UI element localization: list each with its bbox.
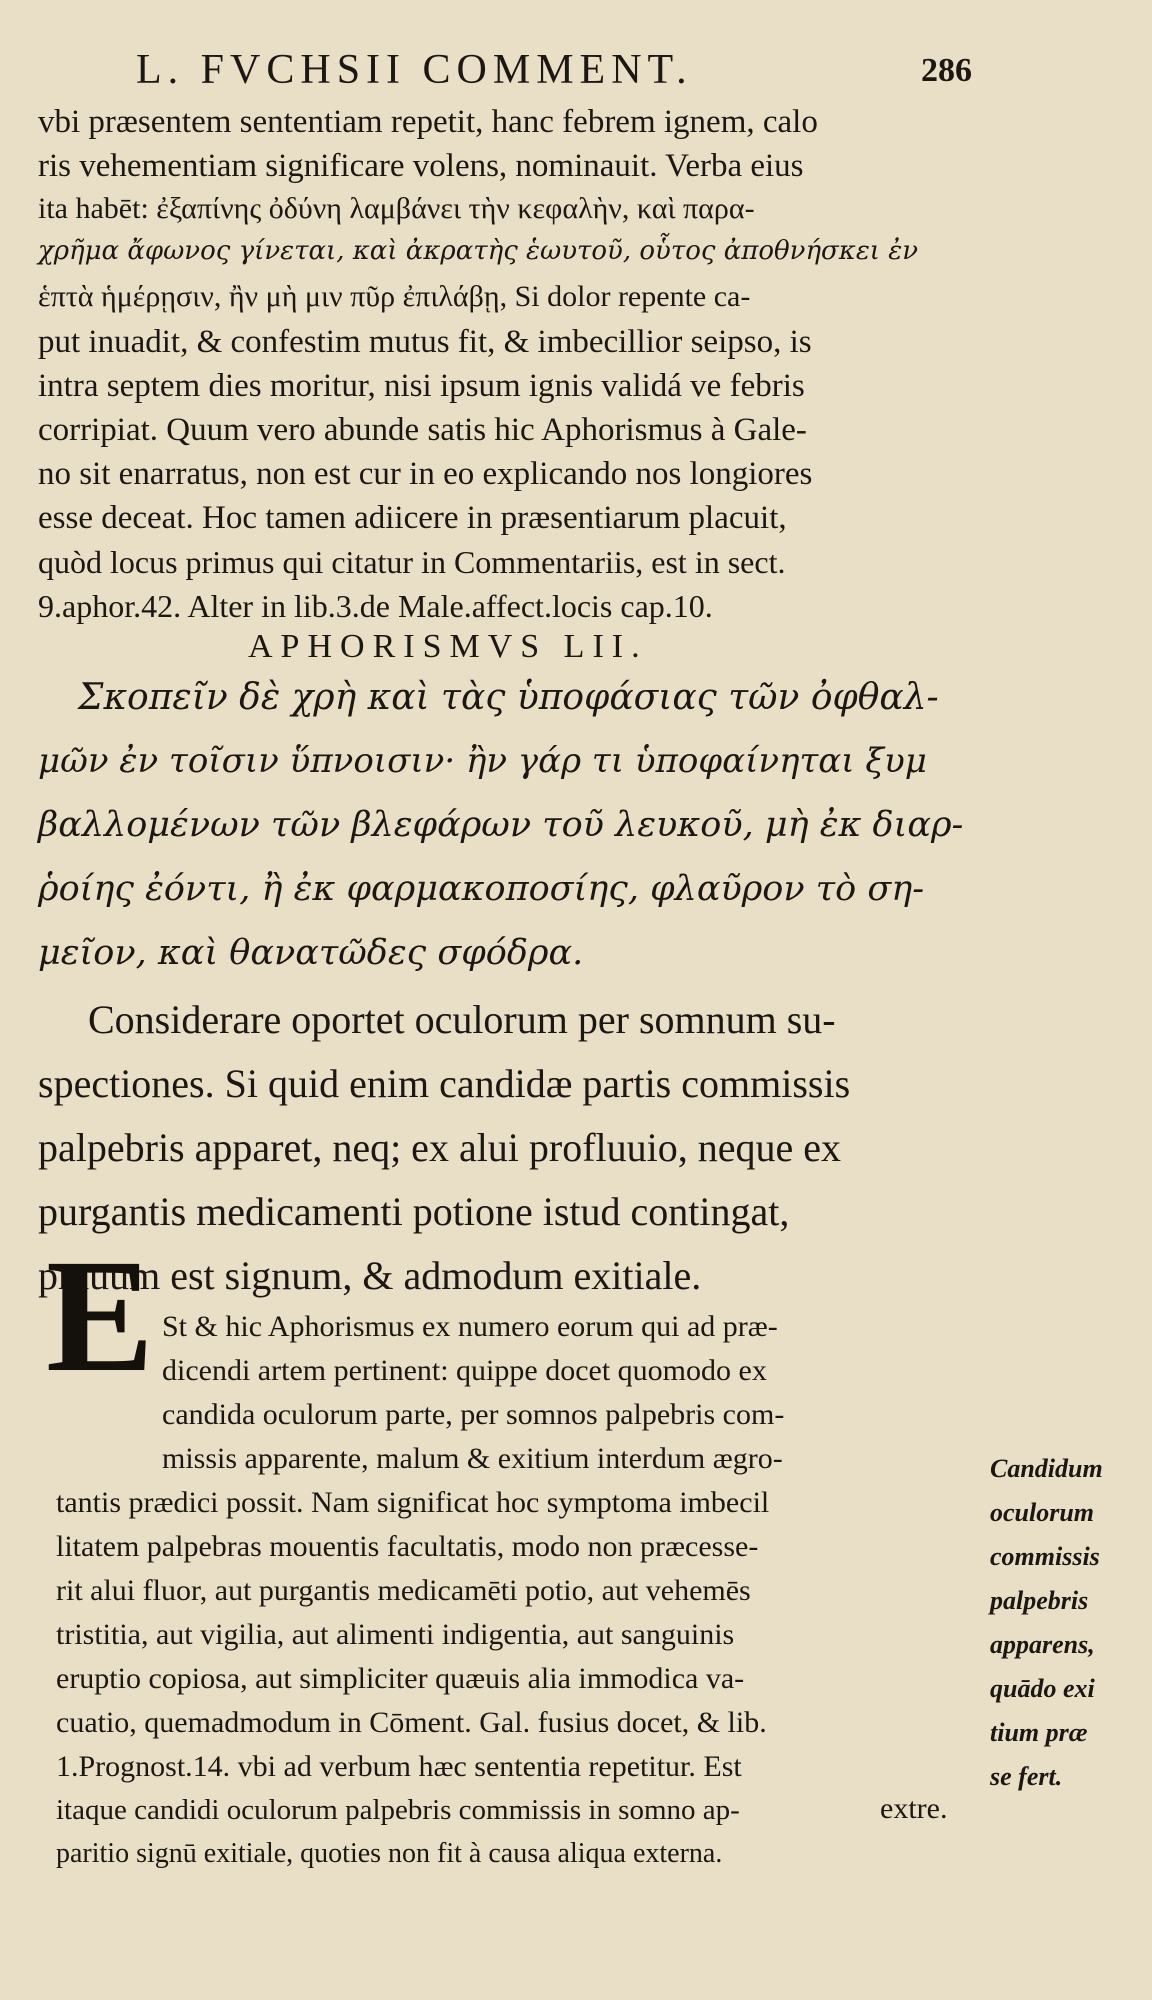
translation-line: prauum est signum, & admodum exitiale. [38, 1253, 702, 1298]
commentary-line: tristitia, aut vigilia, aut alimenti indigentia, aut sanguinis [56, 1618, 735, 1651]
drop-cap: E [46, 1227, 155, 1406]
commentary-line: paritio signū exitiale, quoties non fit à causa aliqua externa. [56, 1838, 723, 1869]
commentary-line: tantis prædici possit. Nam significat hoc symptoma imbecil [56, 1486, 770, 1519]
intro-line: ita habēt: ἐξαπίνης ὀδύνη λαμβάνει τὴν κεφαλὴν, καὶ παρα- [38, 192, 755, 225]
aphorism-heading: APHORISMVS LII. [248, 628, 648, 665]
commentary-line: cuatio, quemadmodum in Cōment. Gal. fusius docet, & lib. [56, 1706, 767, 1739]
intro-line: put inuadit, & confestim mutus fit, & imbecillior seipso, is [38, 324, 812, 360]
commentary-line: St & hic Aphorismus ex numero eorum qui ad præ- [162, 1310, 778, 1343]
intro-line: ἑπτὰ ἡμέρῃσιν, ἢν μὴ μιν πῦρ ἐπιλάβῃ, Si dolor repente ca- [38, 280, 751, 313]
greek-line: μῶν ἐν τοῖσιν ὕπνοισιν· ἢν γάρ τι ὑποφαίνηται ξυμ [38, 741, 927, 781]
greek-line: βαλλομένων τῶν βλεφάρων τοῦ λευκοῦ, μὴ ἐκ διαρ- [38, 805, 964, 845]
intro-line: no sit enarratus, non est cur in eo explicando nos longiores [38, 456, 813, 492]
intro-line: corripiat. Quum vero abunde satis hic Aphorismus à Gale- [38, 412, 807, 448]
commentary-line: eruptio copiosa, aut simpliciter quæuis alia immodica va- [56, 1662, 745, 1695]
commentary-line: itaque candidi oculorum palpebris commissis in somno ap- [56, 1794, 740, 1826]
greek-line: ῥοίης ἐόντι, ἢ ἐκ φαρμακοποσίης, φλαῦρον τὸ ση- [38, 869, 925, 909]
margin-note-line: se fert. [990, 1762, 1063, 1791]
translation-line: purgantis medicamenti potione istud contingat, [38, 1189, 790, 1234]
translation-line: palpebris apparet, neq; ex alui profluuio, neque ex [38, 1125, 842, 1170]
margin-note-line: tium præ [990, 1718, 1088, 1747]
catchword: extre. [880, 1792, 948, 1825]
intro-line: 9.aphor.42. Alter in lib.3.de Male.affect.locis cap.10. [38, 588, 713, 624]
commentary-line: missis apparente, malum & exitium interdum ægro- [162, 1442, 783, 1475]
commentary-line: dicendi artem pertinent: quippe docet quomodo ex [162, 1354, 767, 1387]
commentary-line: candida oculorum parte, per somnos palpebris com- [162, 1398, 785, 1431]
translation-line: Considerare oportet oculorum per somnum su- [88, 997, 836, 1042]
intro-line: esse deceat. Hoc tamen adiicere in præsentiarum placuit, [38, 500, 787, 536]
margin-note-line: oculorum [990, 1498, 1095, 1527]
commentary-line: litatem palpebras mouentis facultatis, modo non præcesse- [56, 1530, 759, 1563]
commentary-line: rit alui fluor, aut purgantis medicamēti potio, aut vehemēs [56, 1574, 751, 1607]
margin-note-line: palpebris [990, 1586, 1089, 1615]
margin-note-line: apparens, [990, 1630, 1095, 1659]
intro-line: quòd locus primus qui citatur in Commentariis, est in sect. [38, 544, 786, 580]
intro-line: χρῆμα ἄφωνος γίνεται, καὶ ἀκρατὴς ἑωυτοῦ, οὗτος ἀποθνήσκει ἐν [38, 236, 919, 266]
greek-line: Σκοπεῖν δὲ χρὴ καὶ τὰς ὑποφάσιας τῶν ὀφθαλ- [78, 677, 939, 718]
margin-note-line: quādo exi [990, 1674, 1095, 1703]
page-number: 286 [921, 52, 972, 89]
greek-line: μεῖον, καὶ θανατῶδες σφόδρα. [38, 933, 584, 973]
running-head: L. FVCHSII COMMENT. [136, 47, 693, 93]
intro-line: intra septem dies moritur, nisi ipsum ignis validá ve febris [38, 368, 805, 404]
intro-line: vbi præsentem sententiam repetit, hanc febrem ignem, calo [38, 104, 818, 140]
translation-line: spectiones. Si quid enim candidæ partis commissis [38, 1061, 851, 1106]
margin-note-line: Candidum [990, 1454, 1103, 1483]
margin-note-line: commissis [990, 1542, 1100, 1571]
commentary-line: 1.Prognost.14. vbi ad verbum hæc sententia repetitur. Est [56, 1750, 742, 1783]
intro-line: ris vehementiam significare volens, nominauit. Verba eius [38, 148, 804, 184]
